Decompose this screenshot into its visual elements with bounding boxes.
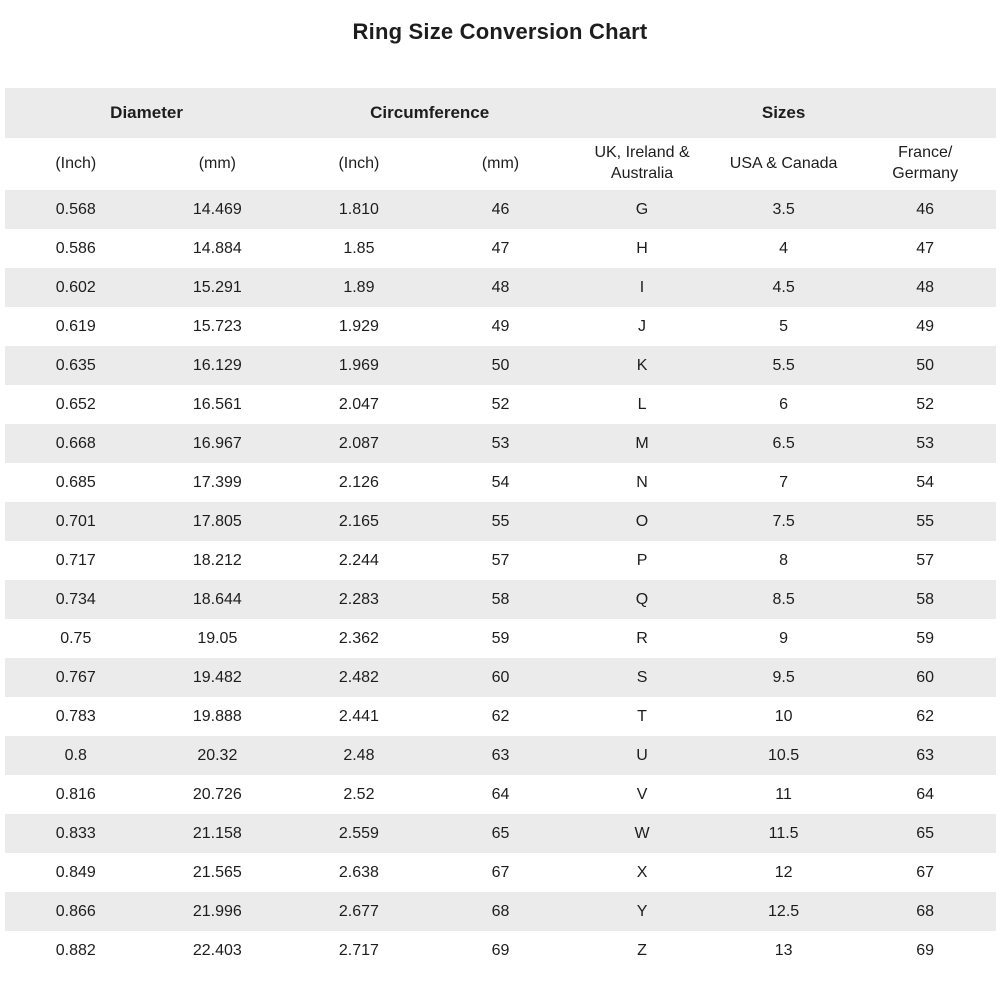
table-cell: 68 (916, 902, 935, 920)
table-cell: 22.403 (192, 941, 242, 959)
table-cell: 1.89 (343, 278, 375, 296)
table-body (5, 190, 996, 970)
table-cell: 0.816 (55, 785, 96, 803)
table-cell: 2.717 (338, 941, 379, 959)
table-cell: 8 (779, 551, 789, 569)
table-row (5, 775, 996, 814)
table-cell: 64 (491, 785, 510, 803)
table-cell: 2.283 (338, 590, 379, 608)
table-cell: H (636, 239, 648, 257)
table-cell: 21.996 (192, 902, 242, 920)
table-row (5, 268, 996, 307)
table-cell: X (636, 863, 648, 881)
table-cell: 9.5 (772, 668, 795, 686)
table-cell: 0.602 (55, 278, 96, 296)
table-cell: 4 (779, 239, 789, 257)
table-row (5, 502, 996, 541)
table-cell: 52 (491, 395, 510, 413)
table-cell: 62 (916, 707, 935, 725)
column-header: (mm) (147, 138, 289, 190)
table-cell: 2.087 (338, 434, 379, 452)
table-cell: 0.685 (55, 473, 96, 491)
table-row (5, 853, 996, 892)
table-cell: 58 (916, 590, 935, 608)
column-header: USA & Canada (713, 138, 855, 190)
table-cell: 67 (491, 863, 510, 881)
table-cell: 15.723 (192, 317, 242, 335)
table-cell: 8.5 (772, 590, 795, 608)
table-cell: 47 (491, 239, 510, 257)
table-cell: 48 (491, 278, 510, 296)
table-row (5, 463, 996, 502)
table-cell: 69 (916, 941, 935, 959)
table-cell: 68 (491, 902, 510, 920)
table-cell: 0.717 (55, 551, 96, 569)
table-cell: 13 (774, 941, 793, 959)
table-row (5, 541, 996, 580)
table-cell: 12.5 (768, 902, 800, 920)
table-cell: W (634, 824, 650, 842)
table-cell: 11 (775, 785, 792, 803)
table-cell: 5.5 (772, 356, 795, 374)
table-cell: 0.668 (55, 434, 96, 452)
table-cell: 6.5 (772, 434, 795, 452)
table-cell: I (639, 278, 645, 296)
group-header-row (5, 88, 996, 138)
table-cell: 0.586 (55, 239, 96, 257)
table-cell: 15.291 (192, 278, 242, 296)
group-header-circumference: Circumference (288, 88, 571, 138)
table-cell: N (636, 473, 648, 491)
table-cell: L (637, 395, 647, 413)
table-cell: Z (637, 941, 647, 959)
table-cell: 2.047 (338, 395, 379, 413)
table-cell: 17.399 (192, 473, 242, 491)
table-cell: 46 (916, 200, 935, 218)
table-cell: 48 (916, 278, 935, 296)
table-cell: 0.734 (55, 590, 96, 608)
table-cell: 59 (916, 629, 935, 647)
table-cell: 0.783 (55, 707, 96, 725)
table-cell: 1.929 (338, 317, 379, 335)
table-cell: 0.635 (55, 356, 96, 374)
table-row (5, 892, 996, 931)
table-cell: Y (636, 902, 648, 920)
table-row (5, 229, 996, 268)
table-cell: 16.129 (192, 356, 242, 374)
table-cell: 2.244 (338, 551, 379, 569)
column-header: France/ Germany (854, 138, 996, 190)
table-cell: 63 (491, 746, 510, 764)
table-cell: 0.75 (60, 629, 92, 647)
table-header (5, 88, 996, 190)
table-row (5, 736, 996, 775)
table-cell: 14.884 (192, 239, 242, 257)
table-cell: 10.5 (768, 746, 800, 764)
table-cell: R (636, 629, 648, 647)
table-cell: 19.888 (192, 707, 242, 725)
table-row (5, 697, 996, 736)
table-cell: 53 (916, 434, 935, 452)
table-cell: 57 (491, 551, 510, 569)
table-cell: 2.165 (338, 512, 379, 530)
table-cell: 47 (916, 239, 935, 257)
table-cell: 11.5 (768, 824, 799, 842)
table-cell: U (636, 746, 648, 764)
table-cell: V (636, 785, 648, 803)
table-cell: 65 (916, 824, 935, 842)
column-header: (mm) (430, 138, 572, 190)
table-row (5, 580, 996, 619)
table-cell: 2.362 (338, 629, 379, 647)
table-cell: 46 (491, 200, 510, 218)
table-cell: 2.441 (338, 707, 379, 725)
table-cell: 2.677 (338, 902, 379, 920)
group-header-sizes: Sizes (571, 88, 996, 138)
table-cell: 1.85 (343, 239, 375, 257)
table-cell: 69 (491, 941, 510, 959)
table-cell: 50 (916, 356, 935, 374)
table-row (5, 424, 996, 463)
table-cell: P (636, 551, 648, 569)
table-cell: 0.767 (55, 668, 96, 686)
table-cell: T (637, 707, 647, 725)
column-header: UK, Ireland & Australia (571, 138, 713, 190)
table-cell: 49 (916, 317, 935, 335)
table-cell: 16.967 (192, 434, 242, 452)
table-row (5, 658, 996, 697)
table-cell: 18.644 (192, 590, 242, 608)
table-cell: 2.126 (338, 473, 379, 491)
table-cell: 2.482 (338, 668, 379, 686)
table-cell: K (636, 356, 648, 374)
table-cell: 20.32 (197, 746, 238, 764)
table-row (5, 346, 996, 385)
table-cell: 55 (916, 512, 935, 530)
table-cell: 2.638 (338, 863, 379, 881)
table-row (5, 619, 996, 658)
table-cell: 52 (916, 395, 935, 413)
table-row (5, 814, 996, 853)
table-cell: 54 (491, 473, 510, 491)
table-cell: 9 (779, 629, 789, 647)
table-cell: 14.469 (192, 200, 242, 218)
table-cell: 57 (916, 551, 935, 569)
table-cell: 2.559 (338, 824, 379, 842)
table-cell: 20.726 (192, 785, 242, 803)
table-cell: Q (635, 590, 649, 608)
table-cell: 0.568 (55, 200, 96, 218)
column-header-row (5, 138, 996, 190)
table-cell: 0.882 (55, 941, 96, 959)
table-cell: 4.5 (772, 278, 795, 296)
table-cell: 17.805 (192, 512, 242, 530)
table-cell: 58 (491, 590, 510, 608)
table-cell: 0.833 (55, 824, 96, 842)
table-cell: 50 (491, 356, 510, 374)
table-row (5, 385, 996, 424)
table-cell: 64 (916, 785, 935, 803)
table-cell: 0.8 (64, 746, 87, 764)
table-cell: 2.48 (343, 746, 375, 764)
table-cell: 3.5 (772, 200, 795, 218)
table-cell: 21.565 (192, 863, 242, 881)
table-cell: 60 (491, 668, 510, 686)
table-cell: 10 (774, 707, 793, 725)
table-cell: J (638, 317, 647, 335)
table-row (5, 307, 996, 346)
table-cell: 7.5 (772, 512, 795, 530)
table-row (5, 931, 996, 970)
group-header-diameter: Diameter (5, 88, 288, 138)
table-cell: S (636, 668, 648, 686)
table-cell: 5 (779, 317, 789, 335)
table-cell: 67 (916, 863, 935, 881)
table-cell: 0.866 (55, 902, 96, 920)
table-cell: 59 (491, 629, 510, 647)
table-cell: 12 (774, 863, 793, 881)
column-header: (Inch) (5, 138, 147, 190)
table-cell: 19.05 (197, 629, 238, 647)
table-cell: 49 (491, 317, 510, 335)
table-cell: 0.849 (55, 863, 96, 881)
table-cell: 1.969 (338, 356, 379, 374)
ring-size-table (5, 88, 996, 970)
table-cell: 19.482 (192, 668, 242, 686)
table-cell: 21.158 (192, 824, 242, 842)
table-cell: 63 (916, 746, 935, 764)
table-cell: 16.561 (192, 395, 242, 413)
column-header: (Inch) (288, 138, 430, 190)
table-cell: O (635, 512, 649, 530)
table-cell: 0.619 (55, 317, 96, 335)
table-cell: 0.701 (55, 512, 96, 530)
table-cell: M (635, 434, 649, 452)
table-cell: 0.652 (55, 395, 96, 413)
table-cell: 7 (779, 473, 789, 491)
table-cell: 1.810 (338, 200, 379, 218)
table-cell: 62 (491, 707, 510, 725)
table-row (5, 190, 996, 229)
table-cell: 60 (916, 668, 935, 686)
page-title: Ring Size Conversion Chart (352, 19, 648, 44)
table-cell: 53 (491, 434, 510, 452)
table-cell: 65 (491, 824, 510, 842)
table-cell: 6 (779, 395, 789, 413)
table-cell: 18.212 (192, 551, 242, 569)
table-cell: 2.52 (343, 785, 375, 803)
table-cell: G (635, 200, 649, 218)
table-cell: 55 (491, 512, 510, 530)
table-cell: 54 (916, 473, 935, 491)
